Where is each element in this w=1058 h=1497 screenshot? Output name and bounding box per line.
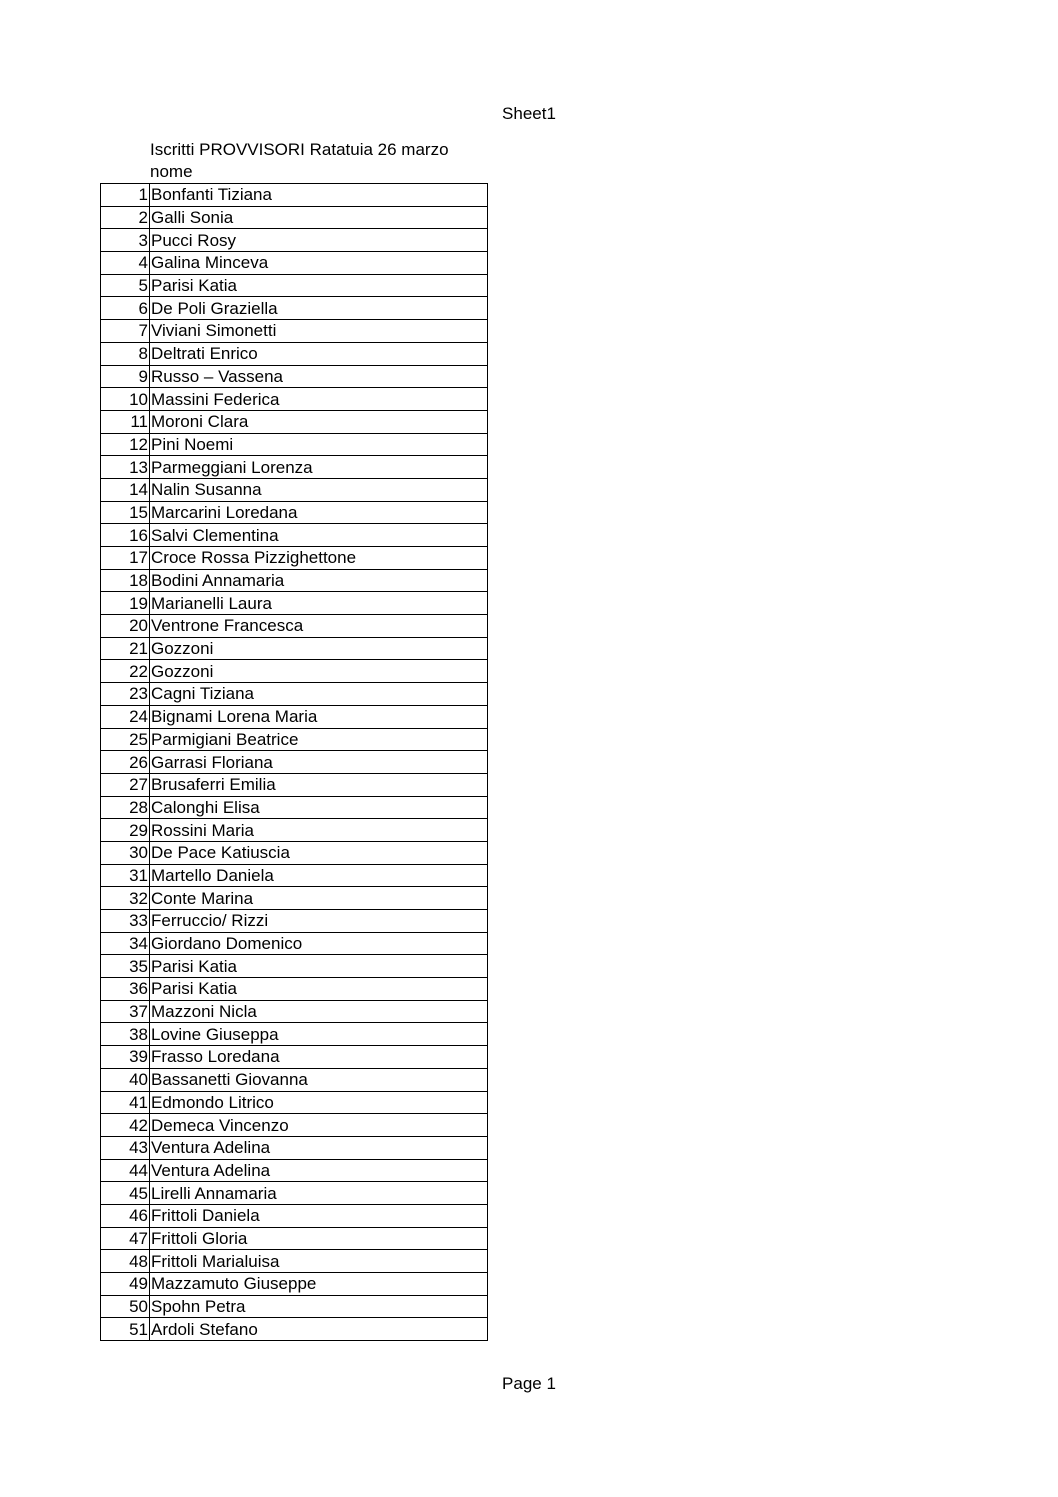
table-row: [101, 683, 488, 706]
row-number: 22: [101, 660, 150, 683]
row-number: 43: [101, 1136, 150, 1159]
table-row: [101, 524, 488, 547]
table-row: [101, 955, 488, 978]
row-name: De Pace Katiuscia: [150, 841, 488, 864]
row-number: 21: [101, 637, 150, 660]
row-name: Giordano Domenico: [150, 932, 488, 955]
table-row: [101, 637, 488, 660]
table-row: [101, 1227, 488, 1250]
row-name: Parmeggiani Lorenza: [150, 456, 488, 479]
row-number: 10: [101, 388, 150, 411]
row-number: 9: [101, 365, 150, 388]
row-name: Mazzamuto Giuseppe: [150, 1273, 488, 1296]
table-row: [101, 297, 488, 320]
row-name: Conte Marina: [150, 887, 488, 910]
table-row: [101, 751, 488, 774]
row-number: 14: [101, 478, 150, 501]
row-name: Bassanetti Giovanna: [150, 1068, 488, 1091]
table-row: [101, 1114, 488, 1137]
row-number: 44: [101, 1159, 150, 1182]
row-number: 3: [101, 229, 150, 252]
row-name: Spohn Petra: [150, 1295, 488, 1318]
row-number: 8: [101, 342, 150, 365]
row-name: Ventura Adelina: [150, 1159, 488, 1182]
row-name: Galli Sonia: [150, 206, 488, 229]
row-number: 1: [101, 184, 150, 207]
row-name: Deltrati Enrico: [150, 342, 488, 365]
row-number: 50: [101, 1295, 150, 1318]
row-number: 31: [101, 864, 150, 887]
row-name: Bignami Lorena Maria: [150, 705, 488, 728]
row-name: Croce Rossa Pizzighettone: [150, 547, 488, 570]
table-row: [101, 184, 488, 207]
row-number: 18: [101, 569, 150, 592]
sheet-title: Sheet1: [502, 104, 556, 123]
table-row: [101, 229, 488, 252]
table-row: [101, 887, 488, 910]
row-number: 11: [101, 410, 150, 433]
row-number: 20: [101, 615, 150, 638]
table-row: [101, 728, 488, 751]
row-number: 48: [101, 1250, 150, 1273]
row-number: 32: [101, 887, 150, 910]
table-row: [101, 910, 488, 933]
table-row: [101, 433, 488, 456]
row-number: 39: [101, 1046, 150, 1069]
registrants-table-body: [101, 184, 488, 1341]
row-number: 51: [101, 1318, 150, 1341]
row-number: 4: [101, 252, 150, 275]
table-row: [101, 1091, 488, 1114]
row-number: 47: [101, 1227, 150, 1250]
table-row: [101, 274, 488, 297]
row-number: 42: [101, 1114, 150, 1137]
row-number: 46: [101, 1204, 150, 1227]
row-number: 15: [101, 501, 150, 524]
table-row: [101, 1068, 488, 1091]
row-name: Ardoli Stefano: [150, 1318, 488, 1341]
table-row: [101, 773, 488, 796]
table-row: [101, 615, 488, 638]
table-row: [101, 1136, 488, 1159]
row-name: Frittoli Gloria: [150, 1227, 488, 1250]
table-row: [101, 410, 488, 433]
row-name: Mazzoni Nicla: [150, 1000, 488, 1023]
row-name: Parisi Katia: [150, 955, 488, 978]
row-number: 2: [101, 206, 150, 229]
table-row: [101, 592, 488, 615]
row-number: 36: [101, 978, 150, 1001]
row-name: Massini Federica: [150, 388, 488, 411]
row-number: 25: [101, 728, 150, 751]
row-number: 29: [101, 819, 150, 842]
row-number: 45: [101, 1182, 150, 1205]
row-name: Demeca Vincenzo: [150, 1114, 488, 1137]
table-row: [101, 932, 488, 955]
table-row: [101, 342, 488, 365]
row-name: Ferruccio/ Rizzi: [150, 910, 488, 933]
row-name: Edmondo Litrico: [150, 1091, 488, 1114]
row-number: 34: [101, 932, 150, 955]
row-name: Pucci Rosy: [150, 229, 488, 252]
table-row: [101, 252, 488, 275]
row-number: 6: [101, 297, 150, 320]
row-name: Lovine Giuseppa: [150, 1023, 488, 1046]
page-footer: Page 1: [502, 1374, 556, 1393]
row-number: 33: [101, 910, 150, 933]
table-row: [101, 796, 488, 819]
row-number: 23: [101, 683, 150, 706]
row-name: Garrasi Floriana: [150, 751, 488, 774]
row-name: Gozzoni: [150, 660, 488, 683]
table-row: [101, 388, 488, 411]
row-name: Martello Daniela: [150, 864, 488, 887]
table-row: [101, 1273, 488, 1296]
row-number: 38: [101, 1023, 150, 1046]
row-number: 17: [101, 547, 150, 570]
row-name: De Poli Graziella: [150, 297, 488, 320]
column-header-name: nome: [150, 162, 193, 181]
table-row: [101, 1295, 488, 1318]
table-row: [101, 978, 488, 1001]
table-row: [101, 705, 488, 728]
row-name: Brusaferri Emilia: [150, 773, 488, 796]
row-name: Frittoli Daniela: [150, 1204, 488, 1227]
row-name: Viviani Simonetti: [150, 320, 488, 343]
row-number: 12: [101, 433, 150, 456]
table-row: [101, 1000, 488, 1023]
row-name: Russo – Vassena: [150, 365, 488, 388]
table-row: [101, 1046, 488, 1069]
row-name: Ventura Adelina: [150, 1136, 488, 1159]
row-name: Lirelli Annamaria: [150, 1182, 488, 1205]
row-number: 7: [101, 320, 150, 343]
table-row: [101, 365, 488, 388]
row-number: 16: [101, 524, 150, 547]
table-row: [101, 1250, 488, 1273]
table-row: [101, 1159, 488, 1182]
table-row: [101, 478, 488, 501]
row-number: 35: [101, 955, 150, 978]
row-number: 24: [101, 705, 150, 728]
row-name: Rossini Maria: [150, 819, 488, 842]
table-row: [101, 1204, 488, 1227]
row-name: Bodini Annamaria: [150, 569, 488, 592]
row-name: Parmigiani Beatrice: [150, 728, 488, 751]
row-name: Galina Minceva: [150, 252, 488, 275]
table-row: [101, 1182, 488, 1205]
row-number: 27: [101, 773, 150, 796]
table-row: [101, 547, 488, 570]
row-name: Pini Noemi: [150, 433, 488, 456]
row-name: Marianelli Laura: [150, 592, 488, 615]
row-name: Parisi Katia: [150, 978, 488, 1001]
table-row: [101, 206, 488, 229]
row-name: Gozzoni: [150, 637, 488, 660]
table-row: [101, 1023, 488, 1046]
table-row: [101, 819, 488, 842]
table-row: [101, 569, 488, 592]
row-name: Frasso Loredana: [150, 1046, 488, 1069]
row-number: 13: [101, 456, 150, 479]
table-row: [101, 456, 488, 479]
row-number: 37: [101, 1000, 150, 1023]
row-name: Moroni Clara: [150, 410, 488, 433]
row-number: 40: [101, 1068, 150, 1091]
table-row: [101, 864, 488, 887]
row-name: Calonghi Elisa: [150, 796, 488, 819]
row-name: Cagni Tiziana: [150, 683, 488, 706]
row-number: 5: [101, 274, 150, 297]
row-name: Ventrone Francesca: [150, 615, 488, 638]
row-number: 30: [101, 841, 150, 864]
row-number: 49: [101, 1273, 150, 1296]
row-name: Salvi Clementina: [150, 524, 488, 547]
table-row: [101, 841, 488, 864]
row-number: 19: [101, 592, 150, 615]
row-name: Bonfanti Tiziana: [150, 184, 488, 207]
row-number: 26: [101, 751, 150, 774]
row-name: Marcarini Loredana: [150, 501, 488, 524]
table-row: [101, 320, 488, 343]
list-heading: Iscritti PROVVISORI Ratatuia 26 marzo: [150, 140, 449, 159]
row-number: 28: [101, 796, 150, 819]
table-row: [101, 1318, 488, 1341]
row-name: Frittoli Marialuisa: [150, 1250, 488, 1273]
registrants-table: [100, 183, 488, 1341]
row-number: 41: [101, 1091, 150, 1114]
table-row: [101, 501, 488, 524]
row-name: Nalin Susanna: [150, 478, 488, 501]
table-row: [101, 660, 488, 683]
row-name: Parisi Katia: [150, 274, 488, 297]
